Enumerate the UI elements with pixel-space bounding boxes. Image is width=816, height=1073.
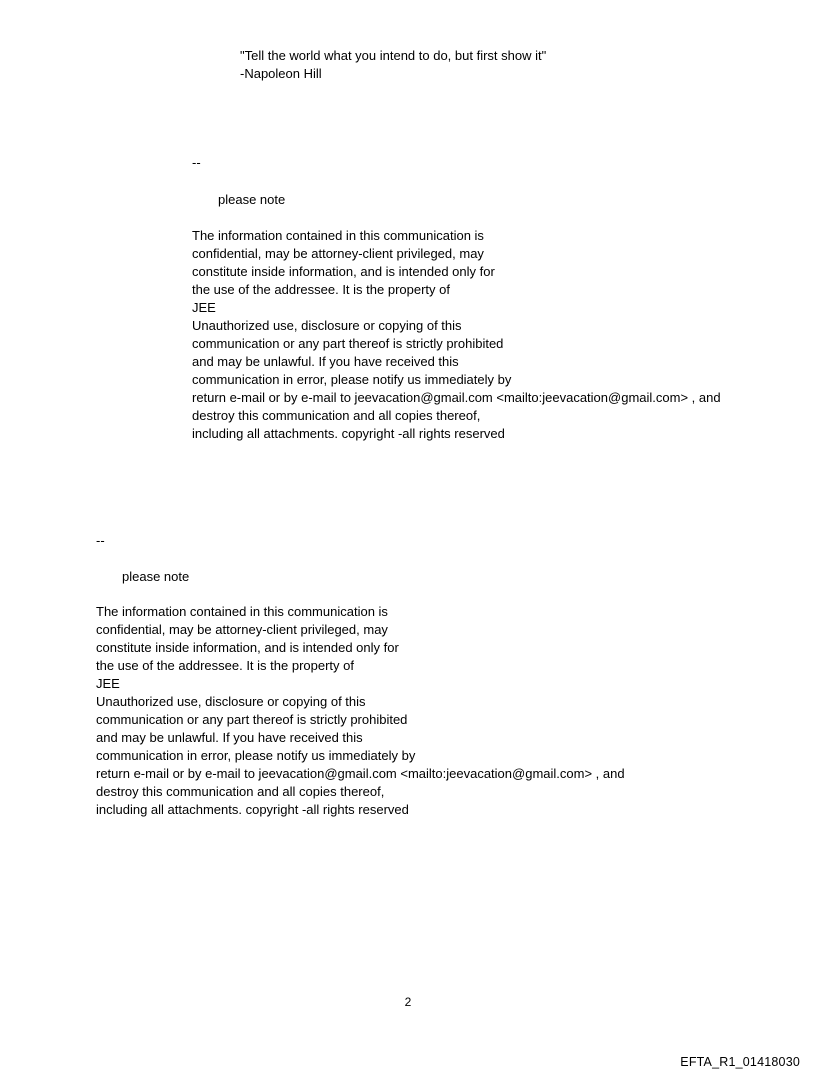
notice-line: the use of the addressee. It is the property of: [192, 282, 450, 297]
notice-line: The information contained in this communication is: [192, 228, 484, 243]
quote-block: [240, 47, 546, 83]
notice-line: JEE: [192, 300, 216, 315]
notice-line: communication or any part thereof is strictly prohibited: [96, 712, 408, 727]
please-note-heading: please note: [218, 192, 286, 207]
notice-line: communication or any part thereof is strictly prohibited: [192, 336, 504, 351]
notice-line: JEE: [96, 676, 120, 691]
notice-line: constitute inside information, and is intended only for: [96, 640, 399, 655]
notice-line: communication in error, please notify us immediately by: [192, 372, 512, 387]
quote-author: -Napoleon Hill: [240, 66, 322, 81]
notice-line: and may be unlawful. If you have received this: [96, 730, 363, 745]
notice-line: the use of the addressee. It is the property of: [96, 658, 354, 673]
quote-text: "Tell the world what you intend to do, but first show it": [240, 48, 547, 63]
notice-line: return e-mail or by e-mail to jeevacation@gmail.com <mailto:jeevacation@gmail.com> , and: [96, 766, 625, 781]
notice-line: Unauthorized use, disclosure or copying of this: [96, 694, 366, 709]
notice-line: confidential, may be attorney-client privileged, may: [192, 246, 484, 261]
signature-separator: --: [96, 533, 105, 548]
confidentiality-notice: [96, 603, 625, 819]
notice-line: destroy this communication and all copies thereof,: [96, 784, 385, 799]
notice-line: The information contained in this communication is: [96, 604, 388, 619]
notice-line: Unauthorized use, disclosure or copying of this: [192, 318, 462, 333]
signature-separator: --: [192, 155, 201, 170]
notice-line: destroy this communication and all copies thereof,: [192, 408, 481, 423]
notice-line: including all attachments. copyright -all rights reserved: [192, 426, 505, 441]
notice-line: return e-mail or by e-mail to jeevacation@gmail.com <mailto:jeevacation@gmail.com> , and: [192, 390, 721, 405]
page-number: 2: [404, 995, 412, 1009]
please-note-heading: please note: [122, 569, 190, 584]
bates-number: EFTA_R1_01418030: [680, 1055, 800, 1069]
confidentiality-notice: [192, 227, 721, 443]
notice-line: confidential, may be attorney-client privileged, may: [96, 622, 388, 637]
notice-line: constitute inside information, and is intended only for: [192, 264, 495, 279]
notice-line: communication in error, please notify us immediately by: [96, 748, 416, 763]
notice-line: and may be unlawful. If you have received this: [192, 354, 459, 369]
notice-line: including all attachments. copyright -all rights reserved: [96, 802, 409, 817]
